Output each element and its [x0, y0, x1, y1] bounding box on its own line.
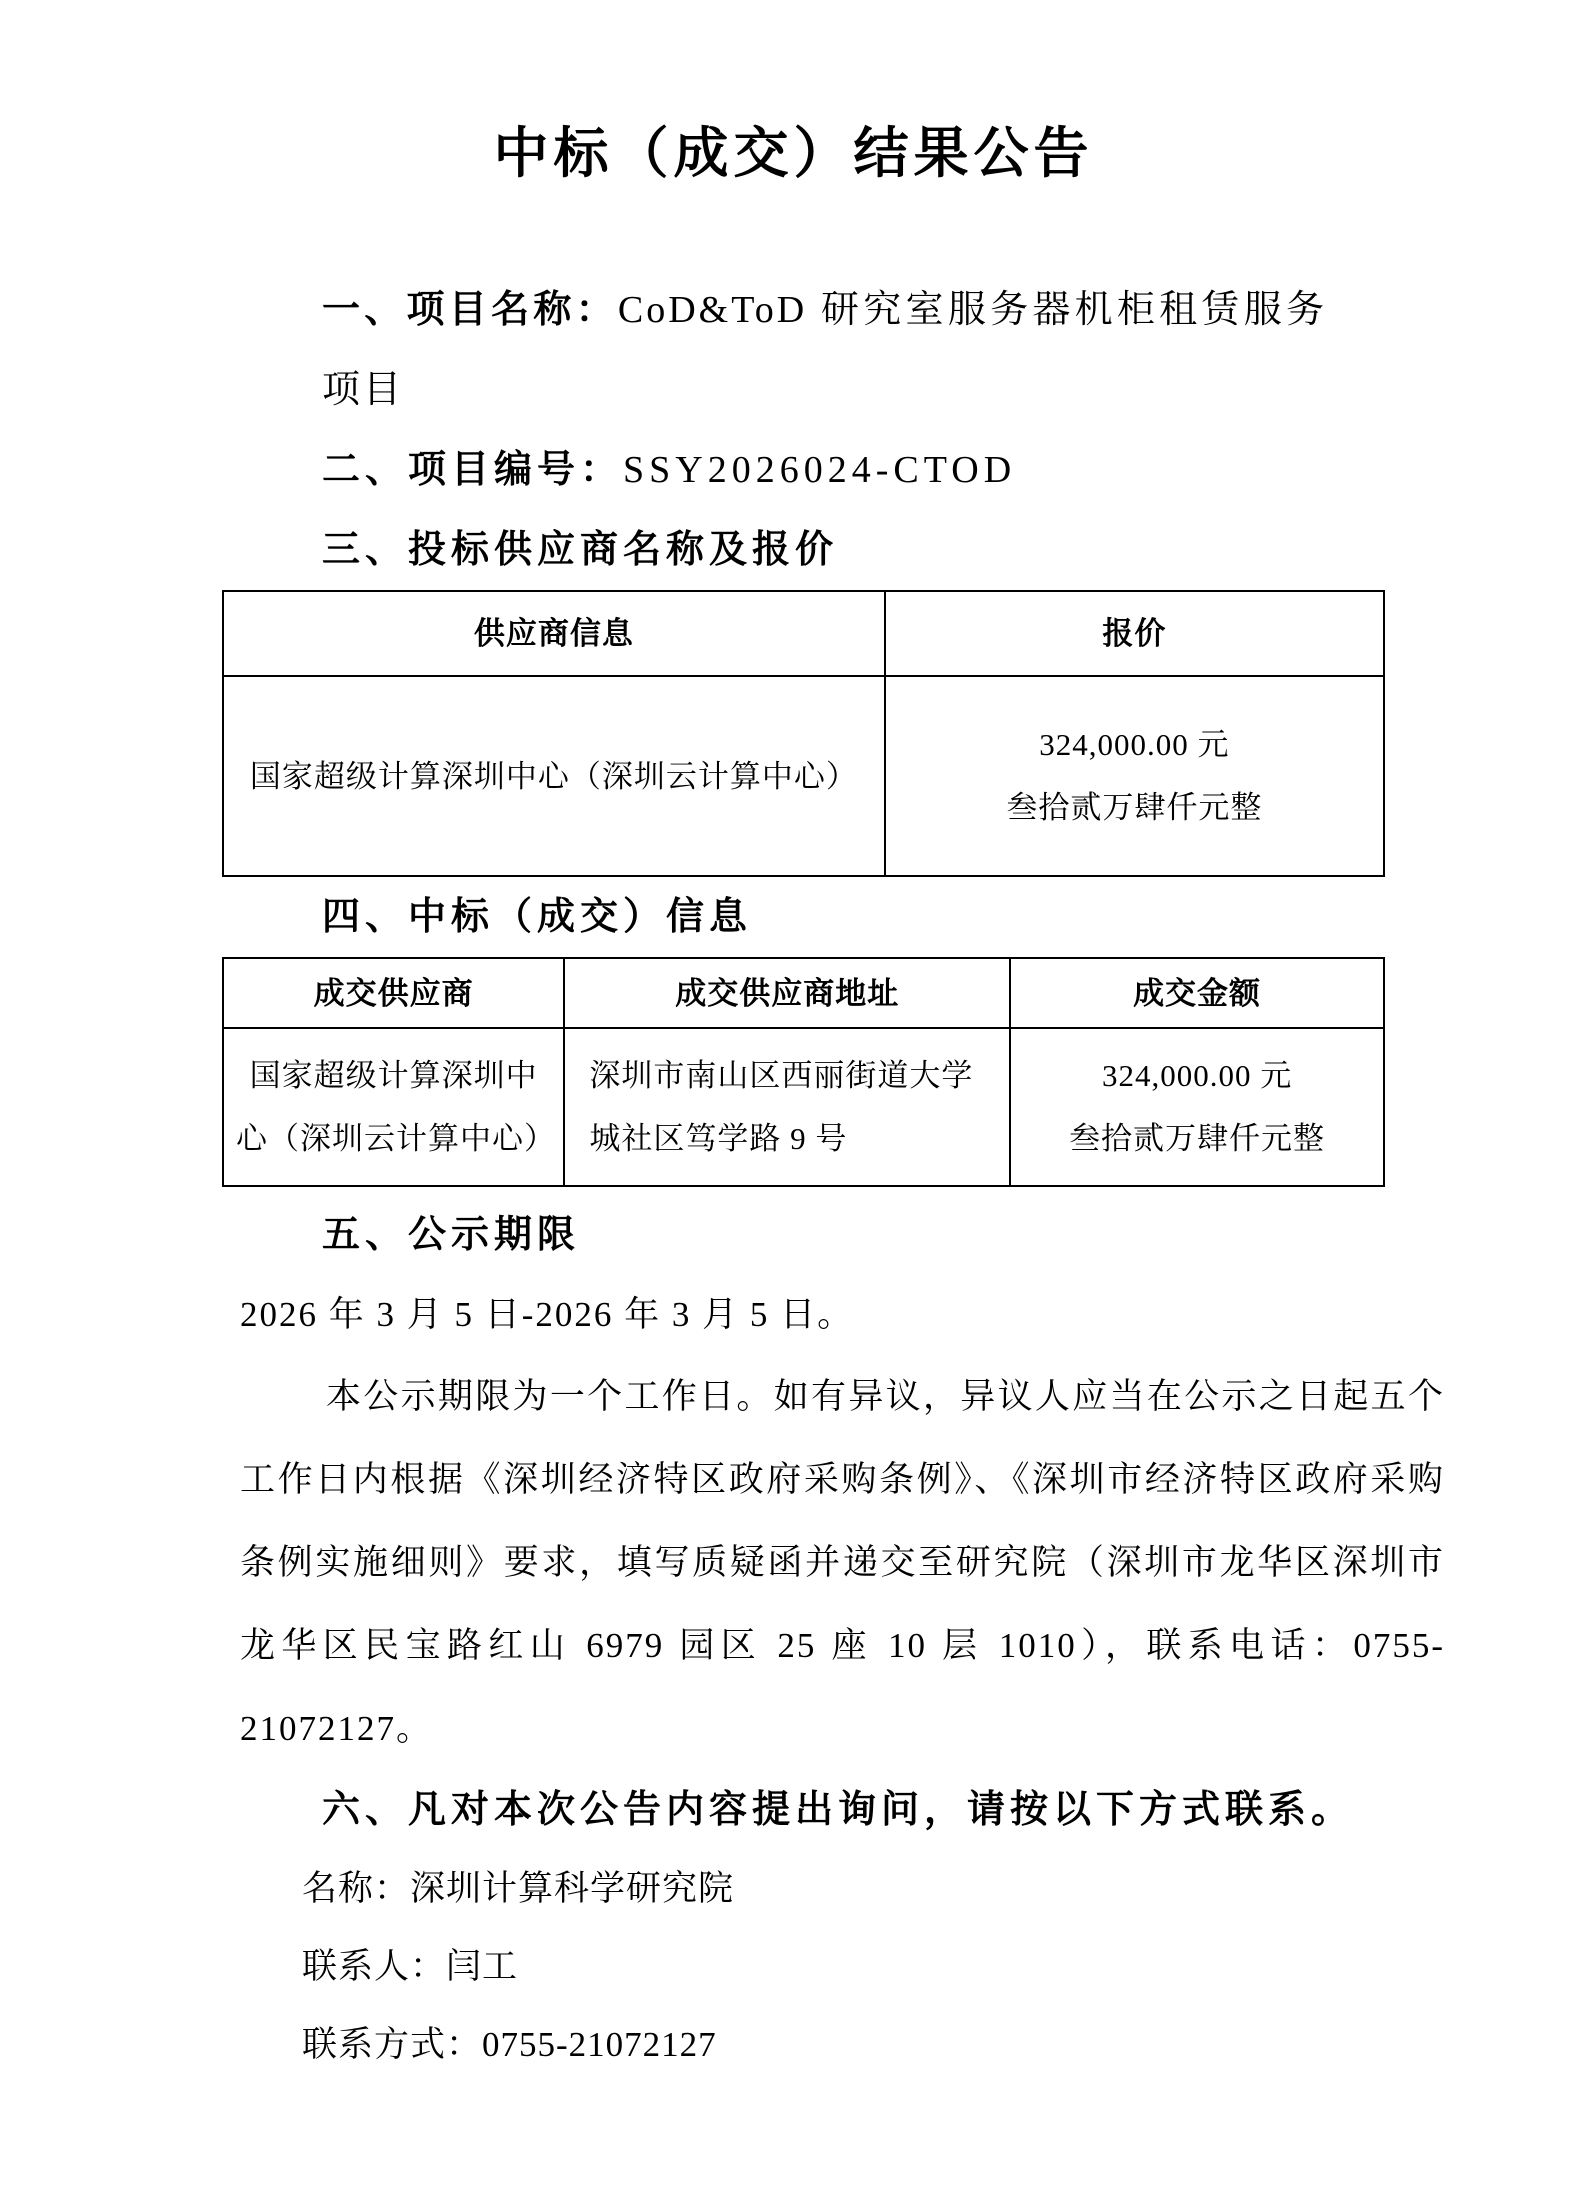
award-amount-capital: 叁拾贰万肆仟元整	[1069, 1121, 1326, 1156]
award-supplier-cell: 国家超级计算深圳中心（深圳云计算中心）	[223, 1028, 564, 1186]
bid-table	[222, 590, 1385, 877]
award-table-header-amount: 成交金额	[1010, 958, 1384, 1028]
contact-phone-label: 联系方式：	[302, 2025, 483, 2064]
section-project-name	[322, 270, 1327, 430]
award-table-row	[223, 1028, 1384, 1186]
award-table-header-row	[223, 958, 1384, 1028]
bid-table-header-row	[223, 591, 1384, 676]
contact-name-label: 名称：	[302, 1869, 411, 1908]
project-number-value: SSY2026024-CTOD	[623, 449, 1017, 491]
section-bidders-heading: 三、投标供应商名称及报价	[322, 529, 839, 571]
award-table-header-address: 成交供应商地址	[564, 958, 1010, 1028]
section-project-number	[322, 430, 1445, 510]
bid-table-row	[223, 676, 1384, 876]
award-table-header-supplier: 成交供应商	[223, 958, 564, 1028]
bid-table-header-supplier: 供应商信息	[223, 591, 885, 676]
section-project-name-label: 一、项目名称：	[322, 289, 618, 331]
publicity-paragraph: 本公示期限为一个工作日。如有异议，异议人应当在公示之日起五个工作日内根据《深圳经济特区政府采购条例》、《深圳市经济特区政府采购条例实施细则》要求，填写质疑函并递交至研究院（深圳市龙华区深圳市龙华区民宝路红山 6979 园区 25 座 10 层 1010），联系电话：0755-21072127。	[240, 1377, 1445, 1748]
bid-table-header-price: 报价	[885, 591, 1384, 676]
award-amount-numeric: 324,000.00 元	[1101, 1058, 1293, 1093]
section-inquiry-heading: 六、凡对本次公告内容提出询问，请按以下方式联系。	[322, 1789, 1355, 1831]
section-project-number-label: 二、项目编号：	[322, 449, 624, 491]
bid-price-capital: 叁拾贰万肆仟元整	[1006, 790, 1263, 825]
page-title: 中标（成交）结果公告	[493, 122, 1094, 184]
project-name-value: CoD&ToD 研究室服务器机柜租赁服务项目	[322, 289, 1327, 411]
award-table	[222, 957, 1385, 1187]
bid-supplier-cell: 国家超级计算深圳中心（深圳云计算中心）	[223, 676, 885, 876]
publicity-period: 2026 年 3 月 5 日-2026 年 3 月 5 日。	[240, 1295, 855, 1334]
contact-phone-line	[302, 2006, 1445, 2084]
contact-name-line	[302, 1850, 1445, 1928]
award-address-cell: 深圳市南山区西丽街道大学城社区笃学路 9 号	[564, 1028, 1010, 1186]
contact-person-value: 闫工	[446, 1947, 519, 1986]
contact-phone-value: 0755-21072127	[482, 2025, 717, 2064]
contact-person-line	[302, 1928, 1445, 2006]
award-amount-cell	[1010, 1028, 1384, 1186]
bid-price-cell	[885, 676, 1384, 876]
section-award-heading: 四、中标（成交）信息	[322, 896, 753, 938]
section-publicity-heading: 五、公示期限	[322, 1214, 581, 1256]
contact-name-value: 深圳计算科学研究院	[410, 1869, 735, 1908]
contact-person-label: 联系人：	[302, 1947, 447, 1986]
bid-price-numeric: 324,000.00 元	[1039, 727, 1230, 762]
